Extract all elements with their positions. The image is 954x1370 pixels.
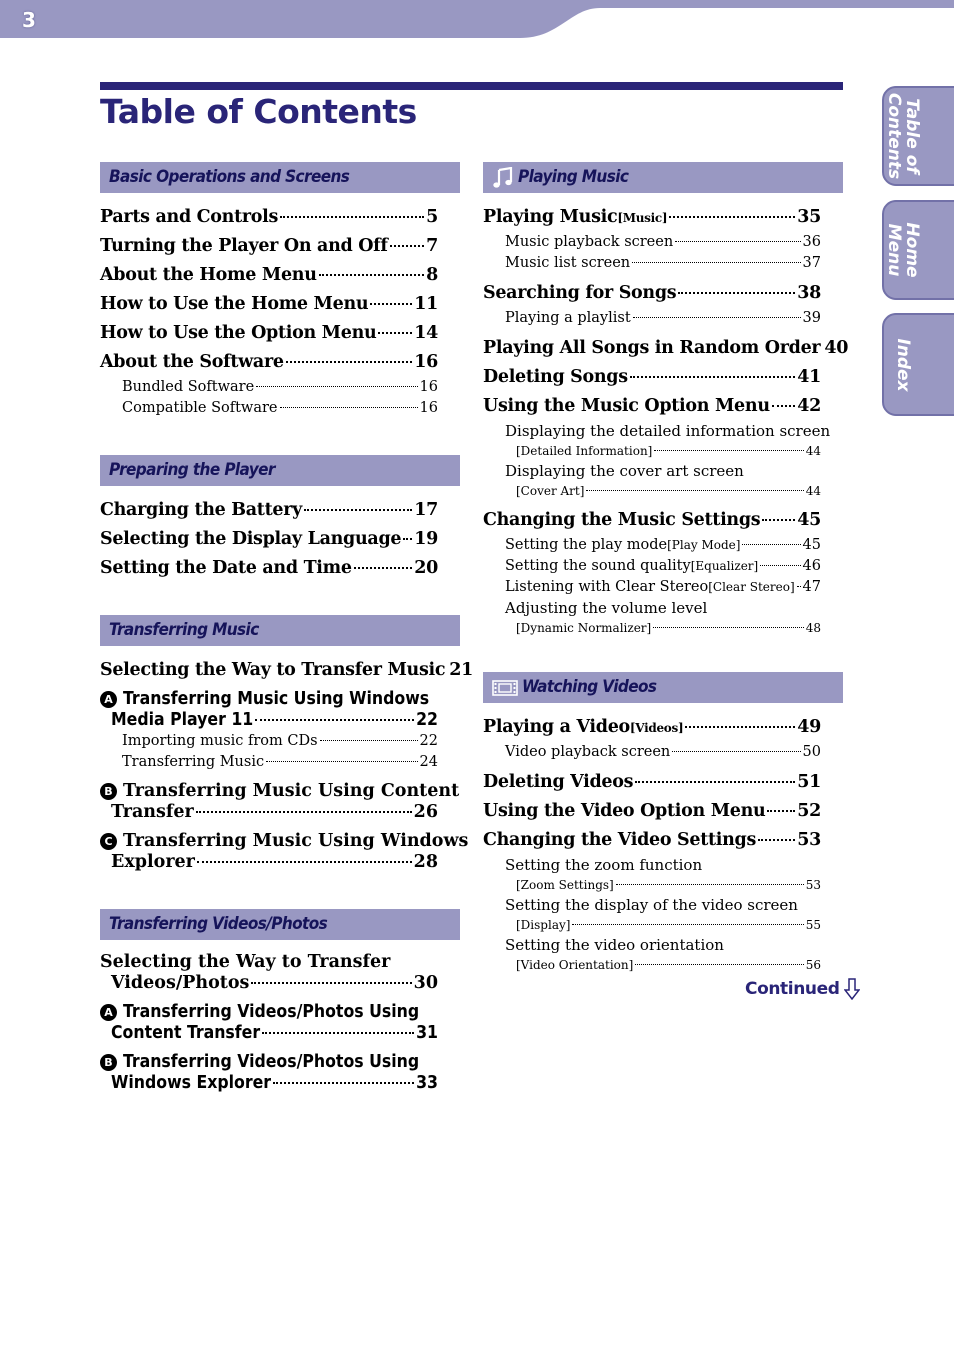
toc-entry[interactable]: How to Use the Option Menu 14 <box>100 323 438 343</box>
toc-subentry[interactable]: Playing a playlist 39 <box>505 310 821 326</box>
toc-subentry[interactable]: Importing music from CDs 22 <box>122 733 438 749</box>
toc-entry[interactable]: Selecting the Display Language 19 <box>100 529 438 549</box>
toc-subentry[interactable]: Setting the sound quality [Equalizer] 46 <box>505 558 821 574</box>
toc-entry-b[interactable]: B Transferring Videos/Photos Using Windows Explorer 33 <box>100 1052 438 1094</box>
toc-entry[interactable]: Using the Music Option Menu 42 <box>483 396 821 416</box>
section-basic-operations <box>100 162 460 419</box>
section-watching-videos <box>483 672 843 975</box>
toc-subentry[interactable]: Setting the play mode [Play Mode] 45 <box>505 537 821 553</box>
section-heading: Playing Music <box>483 162 843 193</box>
toc-entry[interactable]: Searching for Songs 38 <box>483 283 821 303</box>
top-banner <box>0 0 954 40</box>
toc-entry[interactable]: Playing All Songs in Random Order 40 <box>483 338 849 358</box>
toc-entry-a[interactable]: A Transferring Music Using Windows Media Player 11 22 <box>100 689 438 731</box>
section-playing-music <box>483 162 849 638</box>
toc-entry[interactable]: About the Home Menu 8 <box>100 265 438 285</box>
toc-entry[interactable]: Selecting the Way to Transfer Music 21 <box>100 660 473 680</box>
title-rule <box>100 82 843 90</box>
section-heading: Transferring Videos/Photos <box>100 909 460 940</box>
toc-subentry-detail[interactable]: [Detailed Information] 44 <box>516 444 821 458</box>
toc-entry[interactable]: Playing a Video [Videos] 49 <box>483 717 821 737</box>
tab-label: Home Menu <box>884 222 922 278</box>
toc-subentry[interactable]: Displaying the cover art screen <box>505 462 744 480</box>
tab-table-of-contents[interactable] <box>882 86 954 186</box>
toc-entry[interactable]: About the Software 16 <box>100 352 438 372</box>
section-transferring-videos <box>100 909 460 1094</box>
toc-subentry-detail[interactable]: [Zoom Settings] 53 <box>516 878 821 892</box>
toc-entry[interactable]: Charging the Battery 17 <box>100 500 438 520</box>
section-heading: Watching Videos <box>483 672 843 703</box>
badge-c-icon: C <box>100 833 117 850</box>
left-column <box>100 162 473 1094</box>
toc-subentry[interactable]: Setting the video orientation <box>505 936 724 954</box>
toc-entry-c[interactable]: C Transferring Music Using Windows Explorer 28 <box>100 831 438 873</box>
badge-b-icon: B <box>100 1054 117 1071</box>
page-number: 3 <box>22 8 36 32</box>
tab-label: Table of Contents <box>884 92 922 180</box>
toc-entry[interactable]: Setting the Date and Time 20 <box>100 558 438 578</box>
toc-entry[interactable]: Changing the Music Settings 45 <box>483 510 821 530</box>
toc-subentry[interactable]: Compatible Software 16 <box>122 400 438 416</box>
toc-entry[interactable]: Deleting Songs 41 <box>483 367 821 387</box>
toc-entry[interactable]: Using the Video Option Menu 52 <box>483 801 821 821</box>
toc-entry-b[interactable]: B Transferring Music Using Content Transfer 26 <box>100 781 438 823</box>
music-note-icon <box>492 167 514 189</box>
toc-subentry[interactable]: Music playback screen 36 <box>505 234 821 250</box>
toc-subentry[interactable]: Setting the zoom function <box>505 856 703 874</box>
toc-subentry[interactable]: Adjusting the volume level <box>505 599 708 617</box>
toc-entry[interactable]: Playing Music [Music] 35 <box>483 207 821 227</box>
tab-label: Index <box>893 337 913 392</box>
toc-subentry[interactable]: Transferring Music 24 <box>122 754 438 770</box>
arrow-down-icon <box>844 978 860 1000</box>
badge-a-icon: A <box>100 1004 117 1021</box>
toc-subentry[interactable]: Video playback screen 50 <box>505 744 821 760</box>
section-transferring-music <box>100 615 473 873</box>
toc-entry[interactable]: Selecting the Way to Transfer Videos/Photos 30 <box>100 952 438 993</box>
toc-subentry[interactable]: Displaying the detailed information screen <box>505 422 831 440</box>
toc-entry-a[interactable]: A Transferring Videos/Photos Using Content Transfer 31 <box>100 1002 438 1044</box>
right-column <box>483 162 849 975</box>
toc-entry[interactable]: Turning the Player On and Off 7 <box>100 236 438 256</box>
continued-link[interactable] <box>745 978 860 1000</box>
toc-subentry[interactable]: Listening with Clear Stereo [Clear Stereo] 47 <box>505 579 821 595</box>
toc-subentry[interactable]: Setting the display of the video screen <box>505 896 798 914</box>
continued-label: Continued <box>745 979 840 999</box>
toc-subentry[interactable]: Bundled Software 16 <box>122 379 438 395</box>
tab-index[interactable] <box>882 313 954 416</box>
badge-a-icon: A <box>100 691 117 708</box>
section-heading: Preparing the Player <box>100 455 460 486</box>
toc-entry[interactable]: Deleting Videos 51 <box>483 772 821 792</box>
section-preparing-player <box>100 455 460 583</box>
toc-subentry-detail[interactable]: [Display] 55 <box>516 918 821 932</box>
toc-entry[interactable]: How to Use the Home Menu 11 <box>100 294 438 314</box>
page-title: Table of Contents <box>100 92 417 131</box>
section-heading: Basic Operations and Screens <box>100 162 460 193</box>
tab-home-menu[interactable] <box>882 200 954 300</box>
toc-entry[interactable]: Parts and Controls 5 <box>100 207 438 227</box>
toc-subentry[interactable]: Music list screen 37 <box>505 255 821 271</box>
toc-entry[interactable]: Changing the Video Settings 53 <box>483 830 821 850</box>
section-heading: Transferring Music <box>100 615 460 646</box>
toc-subentry-detail[interactable]: [Video Orientation] 56 <box>516 958 821 972</box>
toc-subentry-detail[interactable]: [Dynamic Normalizer] 48 <box>516 621 821 635</box>
toc-subentry-detail[interactable]: [Cover Art] 44 <box>516 484 821 498</box>
film-icon <box>492 679 518 697</box>
badge-b-icon: B <box>100 783 117 800</box>
